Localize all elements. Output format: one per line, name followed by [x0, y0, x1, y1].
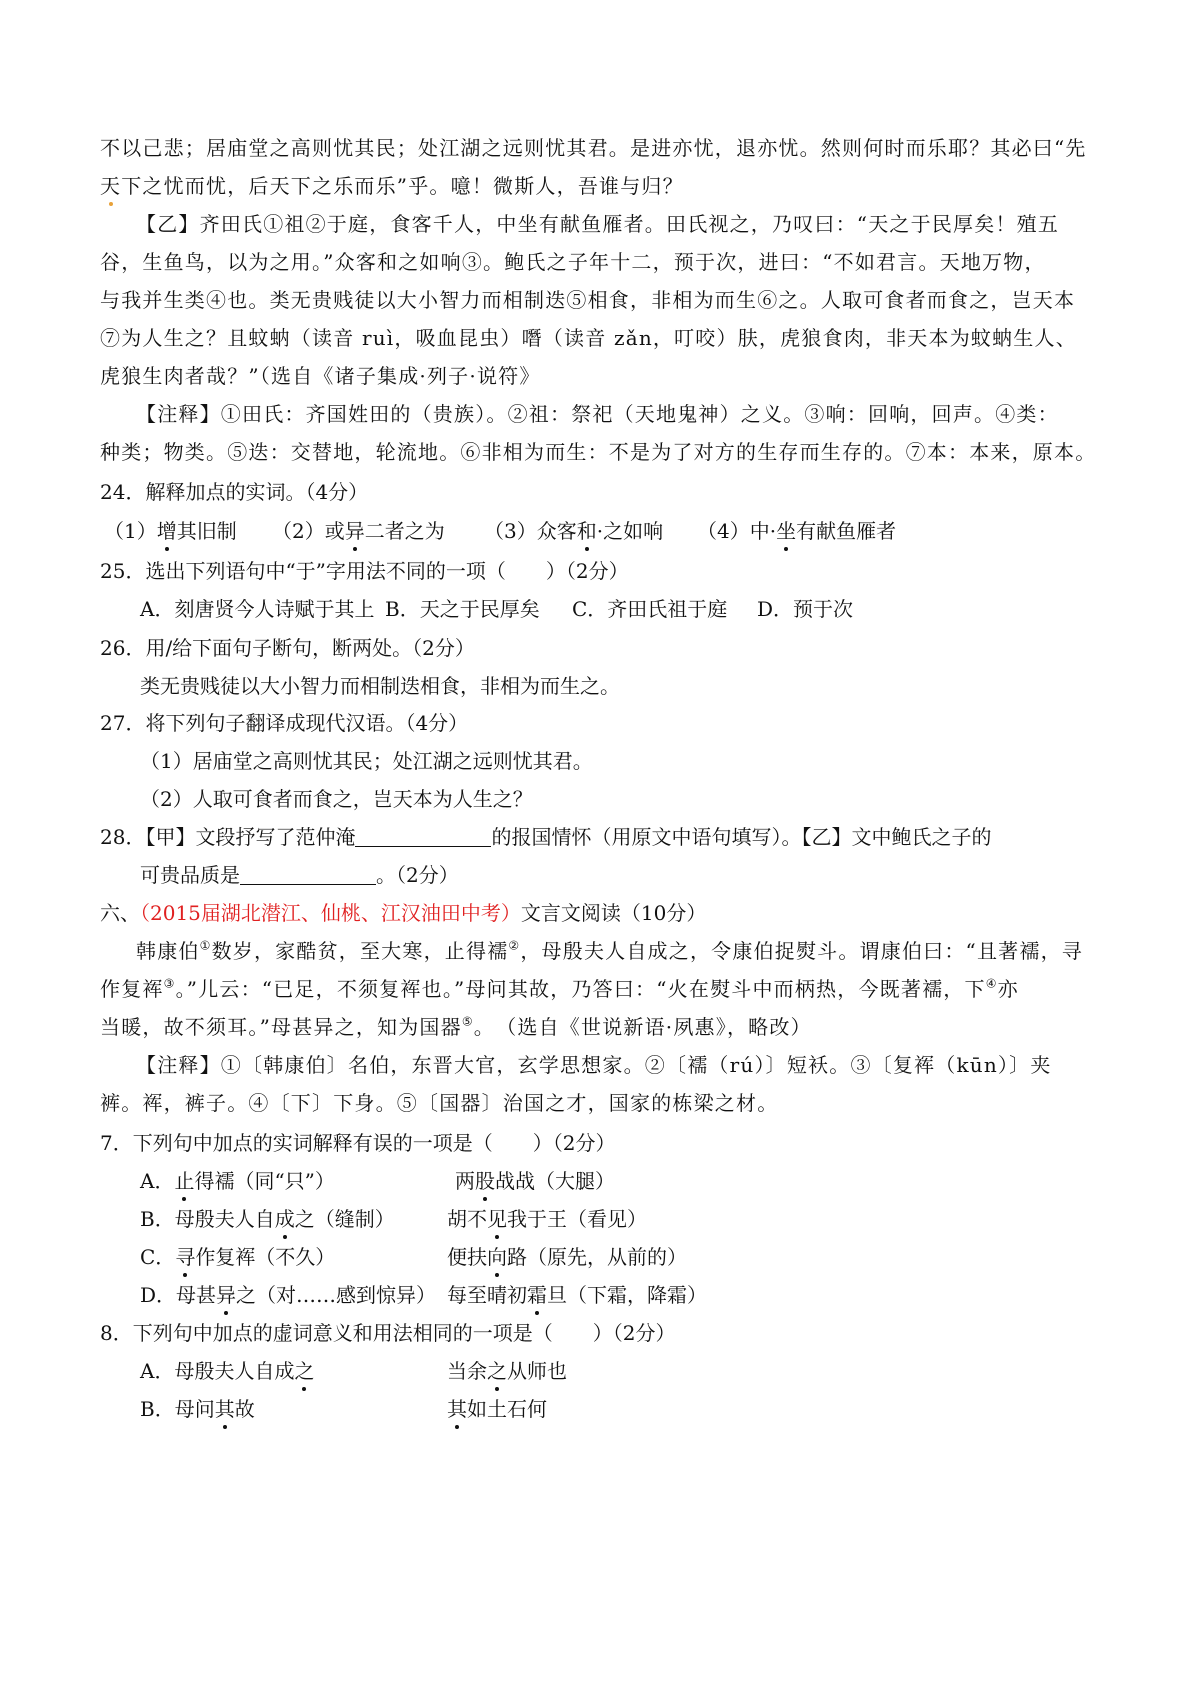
- q27-stem: 27．将下列句子翻译成现代汉语。（4分）: [100, 711, 469, 735]
- q7-stem: 7．下列句中加点的实词解释有误的一项是（ ）（2分）: [100, 1131, 616, 1155]
- passage-c-text: ，母殷夫人自成之，令康伯捉熨斗。谓康伯曰：“且著襦，寻: [520, 939, 1083, 963]
- note-marker: ⑤: [461, 1014, 474, 1029]
- q7-d-right: 每至晴初霜旦（下霜，降霜）: [447, 1283, 707, 1307]
- emphasis-char: 见: [487, 1207, 507, 1231]
- q28-line1-before: 28．【甲】文段抒写了范仲淹: [100, 825, 356, 849]
- emphasis-char: 天: [100, 174, 122, 198]
- passage-a-line-2: [100, 174, 684, 198]
- q24-item-1: （1）增其旧制: [104, 519, 237, 543]
- passage-c-notes-1: 【注释】①〔韩康伯〕名伯，东晋大官，玄学思想家。②〔襦（rú）〕短袄。③〔复裈（kūn）〕夹: [136, 1053, 1052, 1077]
- section-6-source: （2015届湖北潜江、仙桃、江汉油田中考）: [140, 901, 521, 925]
- note-marker: ③: [163, 976, 176, 991]
- emphasis-char: 之: [294, 1359, 315, 1383]
- note-marker: ①: [199, 938, 212, 953]
- q8-a-left: A．母殷夫人自成之: [140, 1359, 315, 1383]
- q25-option-c: C．齐田氏祖于庭: [572, 597, 728, 621]
- passage-c-text: 。 （选自《世说新语·夙惠》，略改）: [473, 1015, 812, 1039]
- passage-c-text: 韩康伯: [136, 939, 200, 963]
- q26-sentence: 类无贵贱徒以大小智力而相制迭相食，非相为而生之。: [140, 674, 620, 698]
- q26-stem: 26．用/给下面句子断句，断两处。（2分）: [100, 636, 475, 660]
- emphasis-char: 异: [344, 519, 365, 543]
- q8-stem: 8．下列句中加点的虚词意义和用法相同的一项是（ ）（2分）: [100, 1321, 676, 1345]
- emphasis-char: 股: [475, 1169, 495, 1193]
- q7-a-right: 两股战战（大腿）: [455, 1169, 615, 1193]
- q7-d-left: D．母甚异之（对……感到惊异）: [140, 1283, 437, 1307]
- passage-b-line-2: 谷，生鱼鸟，以为之用。”众客和之如响③。鲍氏之子年十二，预于次，进曰：“不如君言。天地万物，: [100, 250, 1046, 274]
- passage-c-notes-2: 裤。裈，裤子。④〔下〕下身。⑤〔国器〕治国之才，国家的栋梁之材。: [100, 1091, 779, 1115]
- emphasis-char: 止: [174, 1169, 195, 1193]
- q8-b-left: B．母问其故: [140, 1397, 255, 1421]
- emphasis-char: 增: [156, 519, 177, 543]
- emphasis-char: 异: [216, 1283, 237, 1307]
- section-6-prefix: 六、: [100, 901, 140, 925]
- q8-b-right: 其如土石何: [447, 1397, 547, 1421]
- passage-c-text: 作复裈: [100, 977, 164, 1001]
- q25-option-d: D．预于次: [757, 597, 854, 621]
- emphasis-char: 霜: [527, 1283, 547, 1307]
- q7-c-left: C．寻作复裈（不久）: [140, 1245, 336, 1269]
- section-6-heading: [100, 901, 706, 925]
- emphasis-char: 和: [576, 519, 597, 543]
- q24-stem: 24．解释加点的实词。（4分）: [100, 480, 369, 504]
- answer-blank-1[interactable]: [355, 826, 491, 847]
- section-6-suffix: 文言文阅读（10分）: [520, 901, 707, 925]
- q28-line2-after: 。（2分）: [376, 863, 459, 887]
- q25-stem: 25．选出下列语句中“于”字用法不同的一项（ ）（2分）: [100, 559, 629, 583]
- q28-line2-before: 可贵品质是: [140, 863, 240, 887]
- emphasis-char: 其: [447, 1397, 467, 1421]
- passage-c-text: 亦: [997, 977, 1019, 1001]
- q27-item-2: （2）人取可食者而食之，岂天本为人生之？: [140, 787, 533, 811]
- emphasis-char: 寻: [175, 1245, 196, 1269]
- note-marker: ②: [508, 938, 521, 953]
- passage-c-text: 数岁，家酷贫，至大寒，止得襦: [211, 939, 509, 963]
- q24-item-3: （3）众客和·之如响: [484, 519, 664, 543]
- emphasis-char: 成: [274, 1207, 295, 1231]
- q28-line1-after: 的报国情怀（用原文中语句填写）。【乙】文中鲍氏之子的: [491, 825, 992, 849]
- passage-c-text: 。”儿云：“已足，不须复裈也。”母问其故，乃答曰：“火在熨斗中而柄热，今既著襦，下: [175, 977, 986, 1001]
- q25-option-b: B．天之于民厚矣: [385, 597, 540, 621]
- passage-b-notes-1: 【注释】①田氏：齐国姓田的（贵族）。②祖：祭祀（天地鬼神）之义。③响：回响，回声。④类：: [136, 402, 1059, 426]
- passage-a-line-2-rest: 下之忧而忧，后天下之乐而乐”乎。噫！微斯人，吾谁与归？: [121, 174, 684, 198]
- q24-item-2: （2）或异二者之为: [272, 519, 445, 543]
- q27-item-1: （1）居庙堂之高则忧其民；处江湖之远则忧其君。: [140, 749, 593, 773]
- passage-b-line-1: 【乙】齐田氏①祖②于庭，食客千人，中坐有献鱼雁者。田氏视之，乃叹曰：“天之于民厚矣！殖五: [136, 212, 1060, 236]
- passage-b-notes-2: 种类；物类。⑤迭：交替地，轮流地。⑥非相为而生：不是为了对方的生存而生存的。⑦本：本来，原本。: [100, 440, 1097, 464]
- q8-a-right: 当余之从师也: [447, 1359, 567, 1383]
- emphasis-char: 坐: [776, 519, 797, 543]
- q28-line-2: [140, 863, 459, 887]
- emphasis-char: 之: [487, 1359, 507, 1383]
- q7-b-right: 胡不见我于王（看见）: [447, 1207, 647, 1231]
- passage-b-line-5: 虎狼生肉者哉？”（选自《诸子集成·列子·说符》: [100, 364, 541, 388]
- q25-option-a: A．刻唐贤今人诗赋于其上: [140, 597, 375, 621]
- q7-b-left: B．母殷夫人自成之（缝制）: [140, 1207, 395, 1231]
- passage-c-text: 当暖，故不须耳。”母甚异之，知为国器: [100, 1015, 462, 1039]
- passage-c-line-3: [100, 1015, 812, 1039]
- answer-blank-2[interactable]: [240, 864, 376, 885]
- note-marker: ④: [985, 976, 998, 991]
- emphasis-char: 其: [214, 1397, 235, 1421]
- passage-b-line-4: ⑦为人生之？且蚊蚋（读音 ruì，吸血昆虫）噆（读音 zǎn，叮咬）肤，虎狼食肉，非天本为蚊蚋生人、: [100, 326, 1077, 350]
- passage-b-line-3: 与我并生类④也。类无贵贱徒以大小智力而相制迭⑤相食，非相为而生⑥之。人取可食者而食之，岂天本: [100, 288, 1076, 312]
- passage-c-line-2: [100, 977, 1019, 1001]
- passage-c-line-1: [136, 939, 1083, 963]
- q24-item-4: （4）中·坐有献鱼雁者: [697, 519, 897, 543]
- emphasis-char: 向: [487, 1245, 507, 1269]
- passage-a-line-1: 不以己悲；居庙堂之高则忧其民；处江湖之远则忧其君。是进亦忧，退亦忧。然则何时而乐耶？其必曰“先: [100, 136, 1087, 160]
- q7-a-left: A．止得襦（同“只”）: [140, 1169, 335, 1193]
- q28-line-1: [100, 825, 991, 849]
- q7-c-right: 便扶向路（原先，从前的）: [447, 1245, 687, 1269]
